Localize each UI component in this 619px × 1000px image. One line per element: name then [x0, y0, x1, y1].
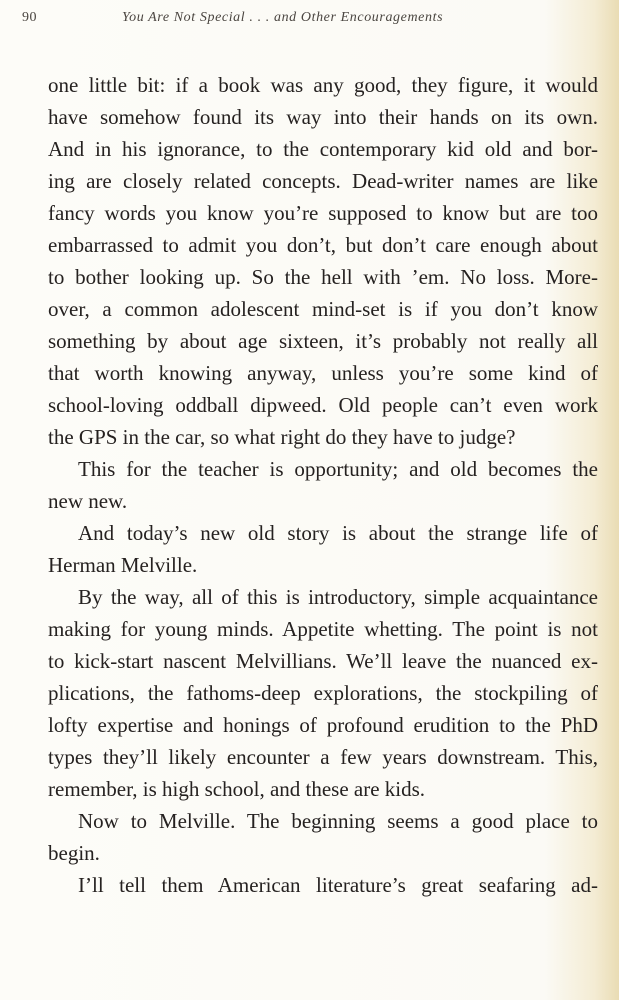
text-line: something by about age sixteen, it’s probably not really all	[48, 329, 598, 353]
text-line: This for the teacher is opportunity; and old becomes the	[78, 457, 598, 481]
text-line: ing are closely related concepts. Dead-writer names are like	[48, 169, 598, 193]
text-line: And in his ignorance, to the contemporary kid old and bor-	[48, 137, 598, 161]
page-header	[22, 10, 582, 34]
text-line: I’ll tell them American literature’s great seafaring ad-	[78, 873, 598, 897]
text-line: to kick-start nascent Melvillians. We’ll leave the nuanced ex-	[48, 649, 598, 673]
text-line: one little bit: if a book was any good, they figure, it would	[48, 73, 598, 97]
text-line: school-loving oddball dipweed. Old people can’t even work	[48, 393, 598, 417]
text-line: remember, is high school, and these are kids.	[48, 777, 426, 801]
page-number: 90	[22, 10, 37, 25]
text-line: begin.	[48, 841, 100, 865]
text-line: Herman Melville.	[48, 553, 198, 577]
text-line: plications, the fathoms-deep explorations, the stockpiling of	[48, 681, 598, 705]
text-line: new new.	[48, 489, 128, 513]
text-line: over, a common adolescent mind-set is if you don’t know	[48, 297, 598, 321]
running-title: You Are Not Special . . . and Other Encouragements	[122, 10, 444, 25]
text-line: the GPS in the car, so what right do they have to judge?	[48, 425, 516, 449]
text-line: to bother looking up. So the hell with ’em. No loss. More-	[48, 265, 598, 289]
text-line: that worth knowing anyway, unless you’re some kind of	[48, 361, 598, 385]
text-line: embarrassed to admit you don’t, but don’t care enough about	[48, 233, 598, 257]
text-line: making for young minds. Appetite whetting. The point is not	[48, 617, 598, 641]
text-line: types they’ll likely encounter a few years downstream. This,	[48, 745, 598, 769]
text-line: have somehow found its way into their hands on its own.	[48, 105, 598, 129]
text-line: And today’s new old story is about the strange life of	[78, 521, 598, 545]
text-line: Now to Melville. The beginning seems a good place to	[78, 809, 598, 833]
text-line: By the way, all of this is introductory, simple acquaintance	[78, 585, 598, 609]
text-line: lofty expertise and honings of profound erudition to the PhD	[48, 713, 598, 737]
text-line: fancy words you know you’re supposed to know but are too	[48, 201, 598, 225]
